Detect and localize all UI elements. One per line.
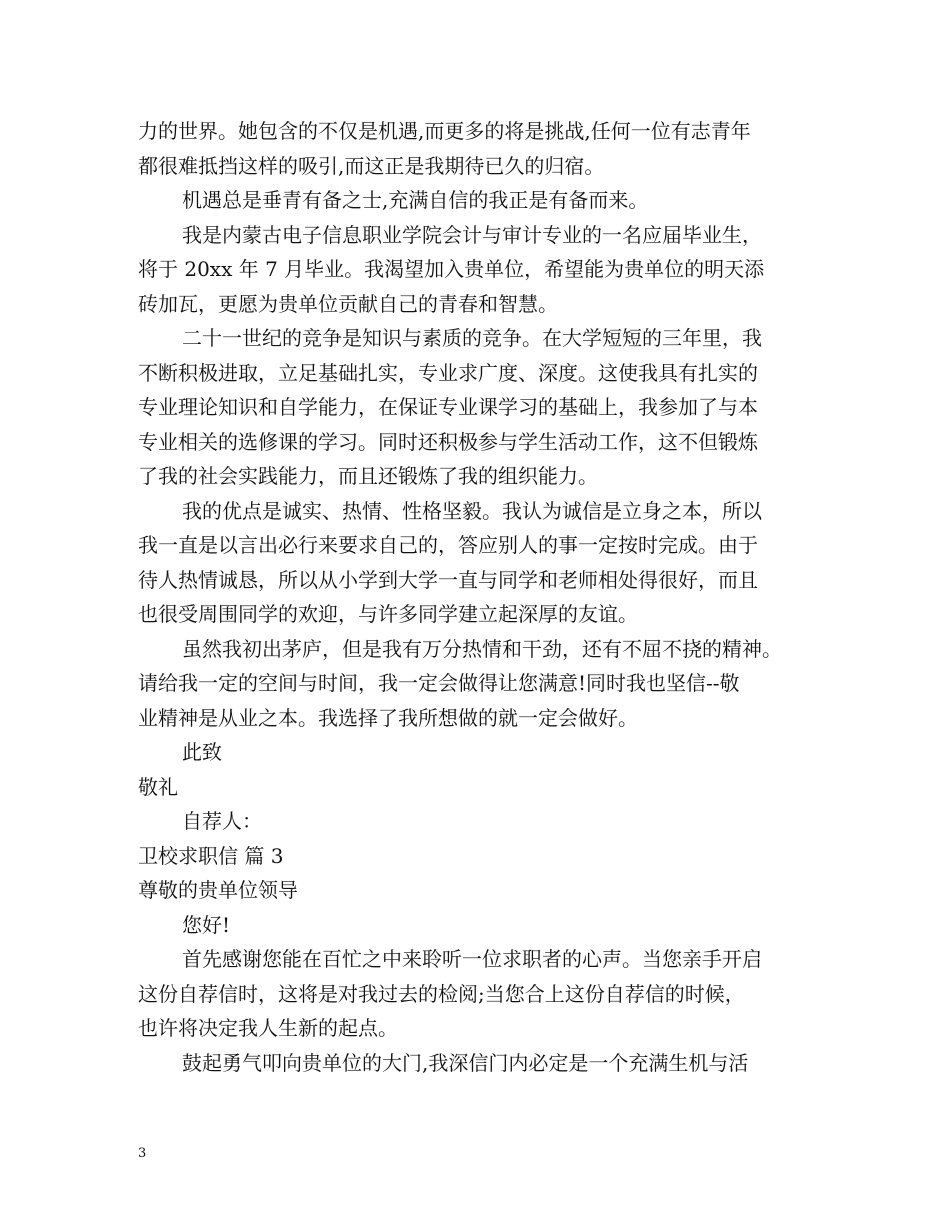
page-number: 3	[138, 1146, 147, 1161]
text-line: 砖加瓦，更愿为贵单位贡献自己的青春和智慧。	[138, 291, 558, 316]
text-line: 请给我一定的空间与时间，我一定会做得让您满意!同时我也坚信--敬	[138, 671, 740, 695]
text-line: 二十一世纪的竞争是知识与素质的竞争。在大学短短的三年里，我	[182, 326, 762, 350]
closing-regards: 敬礼	[138, 774, 178, 799]
text-line: 待人热情诚恳，所以从小学到大学一直与同学和老师相处得很好，而且	[138, 567, 758, 592]
text-line: 了我的社会实践能力，而且还锻炼了我的组织能力。	[138, 464, 598, 488]
text-line: 鼓起勇气叩向贵单位的大门,我深信门内必定是一个充满生机与活	[182, 1050, 749, 1075]
greeting: 您好!	[182, 912, 231, 937]
text-line: 都很难抵挡这样的吸引,而这正是我期待已久的归宿。	[138, 153, 605, 178]
text-line: 我一直是以言出必行来要求自己的，答应别人的事一定按时完成。由于	[138, 533, 758, 557]
document-body	[138, 114, 838, 1080]
signature-label: 自荐人：	[182, 809, 262, 833]
text-line: 也许将决定我人生新的起点。	[138, 1016, 398, 1040]
text-line: 专业理论知识和自学能力，在保证专业课学习的基础上，我参加了与本	[138, 395, 758, 419]
text-line: 力的世界。她包含的不仅是机遇,而更多的将是挑战,任何一位有志青年	[138, 119, 751, 143]
greeting-addressee: 尊敬的贵单位领导	[138, 878, 298, 902]
text-line: 机遇总是垂青有备之士,充满自信的我正是有备而来。	[182, 188, 649, 212]
section-heading: 卫校求职信 篇 3	[138, 843, 284, 868]
text-line: 我是内蒙古电子信息职业学院会计与审计专业的一名应届毕业生，	[182, 222, 762, 247]
text-line: 也很受周围同学的欢迎，与许多同学建立起深厚的友谊。	[138, 602, 638, 626]
text-line: 这份自荐信时，这将是对我过去的检阅;当您合上这份自荐信的时候，	[138, 981, 745, 1006]
text-line: 我的优点是诚实、热情、性格坚毅。我认为诚信是立身之本，所以	[182, 498, 762, 523]
text-line: 虽然我初出茅庐，但是我有万分热情和干劲，还有不屈不挠的精神。	[182, 636, 782, 661]
text-line: 业精神是从业之本。我选择了我所想做的就一定会做好。	[138, 705, 638, 730]
text-line: 首先感谢您能在百忙之中来聆听一位求职者的心声。当您亲手开启	[182, 947, 762, 971]
text-line: 不断积极进取，立足基础扎实，专业求广度、深度。这使我具有扎实的	[138, 360, 758, 385]
text-line: 将于 20xx 年 7 月毕业。我渴望加入贵单位，希望能为贵单位的明天添	[138, 257, 765, 281]
text-line: 专业相关的选修课的学习。同时还积极参与学生活动工作，这不但锻炼	[138, 429, 758, 454]
closing-salutation: 此致	[182, 740, 222, 764]
